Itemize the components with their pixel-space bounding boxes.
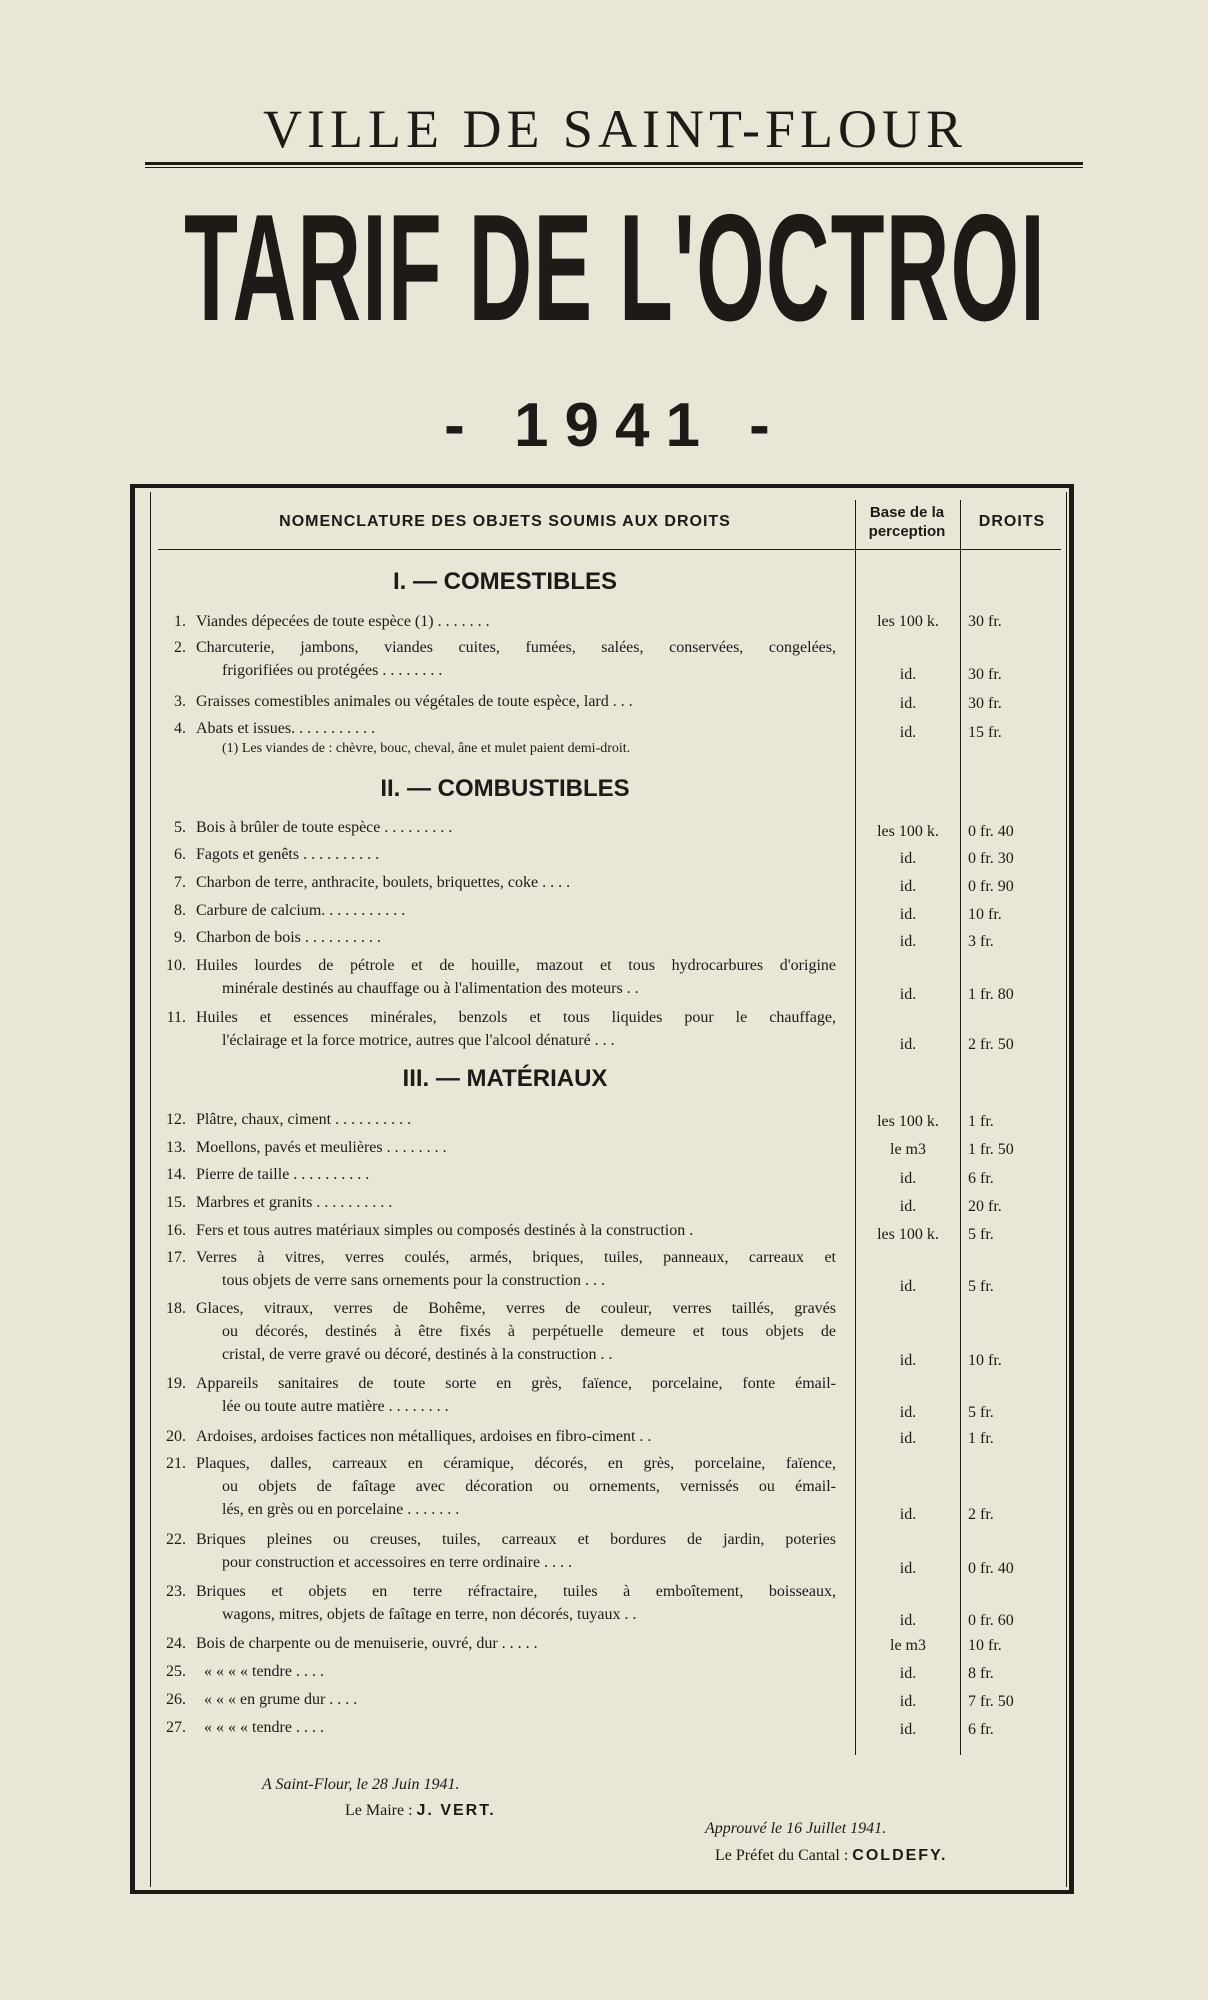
row-line: Plaques, dalles, carreaux en céramique, décorés, en grès, porcelaine, faïence, (196, 1455, 836, 1472)
row-description (204, 1688, 844, 1711)
row-droit: 1 fr. (968, 1430, 994, 1447)
row-base: id. (899, 724, 917, 741)
row-droit: 10 fr. (968, 906, 1002, 923)
row-droit: 30 fr. (968, 613, 1002, 630)
row-base: les 100 k. (877, 1226, 939, 1243)
row-droit: 0 fr. 60 (968, 1612, 1014, 1629)
row-base: id. (899, 1665, 917, 1682)
row-droit: 1 fr. 80 (968, 986, 1014, 1003)
row-line: ou décorés, destinés à être fixés à perpétuelle demeure et tous objets de (222, 1323, 836, 1340)
row-droit: 2 fr. (968, 1506, 994, 1523)
row-droit: 6 fr. (968, 1721, 994, 1738)
row-droit: 7 fr. 50 (968, 1693, 1014, 1710)
row-line: lés, en grès ou en porcelaine . . . . . . . (222, 1501, 460, 1518)
row-description (196, 1452, 836, 1521)
row-description (196, 636, 836, 682)
row-number: 14. (166, 1166, 186, 1183)
prefect-signature (715, 1847, 947, 1865)
row-base: le m3 (890, 1637, 926, 1654)
row-base: id. (899, 1560, 917, 1577)
row-description (196, 1006, 836, 1052)
row-droit: 1 fr. (968, 1113, 994, 1130)
column-divider-base (855, 500, 856, 1755)
row-line: Marbres et granits . . . . . . . . . . (196, 1194, 393, 1211)
row-description (196, 1425, 836, 1448)
row-line: Bois de charpente ou de menuiserie, ouvré, dur . . . . . (196, 1635, 538, 1652)
row-number: 12. (166, 1111, 186, 1128)
row-base: id. (899, 1036, 917, 1053)
row-line: Verres à vitres, verres coulés, armés, briques, tuiles, panneaux, carreaux et (196, 1249, 836, 1266)
row-base: les 100 k. (877, 1113, 939, 1130)
row-description (196, 1528, 836, 1574)
row-droit: 5 fr. (968, 1226, 994, 1243)
row-description (204, 1660, 844, 1683)
row-base: id. (899, 850, 917, 867)
row-droit: 0 fr. 30 (968, 850, 1014, 867)
row-number: 9. (174, 929, 186, 946)
row-line: ou objets de faîtage avec décoration ou ornements, vernissés ou émail- (222, 1478, 836, 1495)
column-header-base (855, 503, 959, 541)
row-number: 22. (166, 1531, 186, 1548)
row-number: 2. (174, 639, 186, 656)
row-line: Pierre de taille . . . . . . . . . . (196, 1166, 370, 1183)
row-line: Moellons, pavés et meulières . . . . . . . . (196, 1139, 447, 1156)
row-line: Briques et objets en terre réfractaire, tuiles à emboîtement, boisseaux, (196, 1583, 836, 1600)
row-line: Appareils sanitaires de toute sorte en grès, faïence, porcelaine, fonte émail- (196, 1375, 836, 1392)
row-description (196, 610, 836, 633)
footnote: (1) Les viandes de : chèvre, bouc, cheval, âne et mulet paient demi-droit. (222, 741, 631, 756)
row-base: le m3 (890, 1141, 926, 1158)
row-line: tous objets de verre sans ornements pour la construction . . . (222, 1272, 606, 1289)
row-description (196, 843, 836, 866)
row-line: lée ou toute autre matière . . . . . . . . (222, 1398, 449, 1415)
row-number: 4. (174, 720, 186, 737)
row-droit: 3 fr. (968, 933, 994, 950)
mayor-signature (345, 1802, 496, 1820)
row-number: 24. (166, 1635, 186, 1652)
row-line: Huiles et essences minérales, benzols et tous liquides pour le chauffage, (196, 1009, 836, 1026)
row-base: id. (899, 1506, 917, 1523)
row-number: 23. (166, 1583, 186, 1600)
row-description (196, 1632, 836, 1655)
row-number: 25. (166, 1663, 186, 1680)
row-line: Graisses comestibles animales ou végétales de toute espèce, lard . . . (196, 693, 633, 710)
row-number: 8. (174, 902, 186, 919)
place-date-text: A Saint-Flour, le 28 Juin 1941. (262, 1776, 460, 1793)
row-droit: 0 fr. 90 (968, 878, 1014, 895)
row-base: id. (899, 1721, 917, 1738)
row-line: « « « en grume dur . . . . (204, 1691, 358, 1708)
row-number: 17. (166, 1249, 186, 1266)
row-droit: 10 fr. (968, 1637, 1002, 1654)
row-line: Bois à brûler de toute espèce . . . . . . . . . (196, 819, 453, 836)
prefect-name: COLDEFY. (852, 1847, 948, 1864)
main-title-text: TARIF DE L'OCTROI (184, 183, 1046, 353)
row-number: 10. (166, 957, 186, 974)
row-droit: 5 fr. (968, 1404, 994, 1421)
heading-rule (145, 162, 1083, 168)
row-line: minérale destinés au chauffage ou à l'alimentation des moteurs . . (222, 980, 639, 997)
row-line: Fagots et genêts . . . . . . . . . . (196, 846, 380, 863)
row-number: 7. (174, 874, 186, 891)
row-base: id. (899, 695, 917, 712)
city-heading: VILLE DE SAINT-FLOUR (263, 99, 967, 159)
row-droit: 0 fr. 40 (968, 823, 1014, 840)
row-number: 11. (166, 1009, 186, 1026)
row-line: cristal, de verre gravé ou décoré, destinés à la construction . . (222, 1346, 613, 1363)
row-description (196, 690, 836, 713)
row-droit: 8 fr. (968, 1665, 994, 1682)
row-line: Plâtre, chaux, ciment . . . . . . . . . . (196, 1111, 412, 1128)
row-number: 1. (174, 613, 186, 630)
row-base: id. (899, 1170, 917, 1187)
row-base: id. (899, 1198, 917, 1215)
row-base: les 100 k. (877, 613, 939, 630)
row-base: id. (899, 986, 917, 1003)
approval-date-text: Approuvé le 16 Juillet 1941. (705, 1820, 887, 1837)
row-description (196, 926, 836, 949)
row-base: id. (899, 1612, 917, 1629)
row-base: id. (899, 1278, 917, 1295)
row-base: id. (899, 1404, 917, 1421)
row-description (196, 899, 836, 922)
row-number: 19. (166, 1375, 186, 1392)
row-base: id. (899, 666, 917, 683)
main-title (184, 183, 1046, 353)
row-description (196, 1163, 836, 1186)
row-number: 20. (166, 1428, 186, 1445)
row-base: id. (899, 1352, 917, 1369)
row-line: Glaces, vitraux, verres de Bohême, verres de couleur, verres taillés, gravés (196, 1300, 836, 1317)
row-description (196, 1108, 836, 1131)
row-line: Abats et issues. . . . . . . . . . . (196, 720, 376, 737)
row-line: Ardoises, ardoises factices non métalliques, ardoises en fibro-ciment . . (196, 1428, 652, 1445)
row-line: Charbon de terre, anthracite, boulets, briquettes, coke . . . . (196, 874, 571, 891)
row-line: Charbon de bois . . . . . . . . . . (196, 929, 381, 946)
column-divider-droits (960, 500, 961, 1755)
row-droit: 1 fr. 50 (968, 1141, 1014, 1158)
row-description (196, 1219, 836, 1242)
row-description (196, 871, 836, 894)
row-line: « « « « tendre . . . . (204, 1719, 324, 1736)
row-line: Fers et tous autres matériaux simples ou composés destinés à la construction . (196, 1222, 694, 1239)
year-heading: - 1941 - (444, 391, 786, 460)
row-number: 16. (166, 1222, 186, 1239)
column-header-base-line1: Base de la (869, 504, 945, 521)
row-droit: 15 fr. (968, 724, 1002, 741)
row-description (204, 1716, 844, 1739)
row-droit: 20 fr. (968, 1198, 1002, 1215)
row-number: 5. (174, 819, 186, 836)
row-description (196, 1297, 836, 1366)
row-description (196, 717, 836, 740)
row-description (196, 1372, 836, 1418)
row-droit: 30 fr. (968, 666, 1002, 683)
section-title-materiaux: III. — MATÉRIAUX (402, 1065, 608, 1092)
row-line: Huiles lourdes de pétrole et de houille, mazout et tous hydrocarbures d'origine (196, 957, 836, 974)
row-base: id. (899, 906, 917, 923)
section-title-comestibles: I. — COMESTIBLES (392, 568, 617, 595)
column-header-droits: DROITS (978, 513, 1046, 530)
approval-date (705, 1820, 886, 1838)
row-line: Viandes dépecées de toute espèce (1) . . . . . . . (196, 613, 490, 630)
column-header-base-line2: perception (868, 523, 946, 540)
row-droit: 30 fr. (968, 695, 1002, 712)
row-base: id. (899, 1430, 917, 1447)
row-description (196, 816, 836, 839)
row-droit: 0 fr. 40 (968, 1560, 1014, 1577)
row-droit: 6 fr. (968, 1170, 994, 1187)
row-description (196, 954, 836, 1000)
row-number: 18. (166, 1300, 186, 1317)
row-line: frigorifiées ou protégées . . . . . . . . (222, 662, 443, 679)
row-description (196, 1191, 836, 1214)
row-line: Charcuterie, jambons, viandes cuites, fumées, salées, conservées, congelées, (196, 639, 836, 656)
row-base: les 100 k. (877, 823, 939, 840)
row-number: 27. (166, 1719, 186, 1736)
row-number: 13. (166, 1139, 186, 1156)
prefect-label: Le Préfet du Cantal : (715, 1847, 849, 1864)
row-base: id. (899, 933, 917, 950)
row-base: id. (899, 878, 917, 895)
header-rule (158, 549, 1061, 550)
place-date (262, 1776, 459, 1794)
row-droit: 10 fr. (968, 1352, 1002, 1369)
row-number: 15. (166, 1194, 186, 1211)
row-droit: 2 fr. 50 (968, 1036, 1014, 1053)
row-line: Carbure de calcium. . . . . . . . . . . (196, 902, 406, 919)
row-description (196, 1580, 836, 1626)
row-description (196, 1246, 836, 1292)
row-line: « « « « tendre . . . . (204, 1663, 324, 1680)
mayor-label: Le Maire : (345, 1802, 413, 1819)
row-base: id. (899, 1693, 917, 1710)
section-title-combustibles: II. — COMBUSTIBLES (380, 775, 630, 802)
row-line: pour construction et accessoires en terre ordinaire . . . . (222, 1554, 573, 1571)
row-line: Briques pleines ou creuses, tuiles, carreaux et bordures de jardin, poteries (196, 1531, 836, 1548)
column-header-nomenclature: NOMENCLATURE DES OBJETS SOUMIS AUX DROITS (279, 513, 731, 530)
row-number: 21. (166, 1455, 186, 1472)
row-number: 26. (166, 1691, 186, 1708)
mayor-name: J. VERT. (416, 1802, 496, 1819)
row-description (196, 1136, 836, 1159)
row-number: 6. (174, 846, 186, 863)
row-line: wagons, mitres, objets de faîtage en terre, non décorés, tuyaux . . (222, 1606, 637, 1623)
row-line: l'éclairage et la force motrice, autres que l'alcool dénaturé . . . (222, 1032, 615, 1049)
row-number: 3. (174, 693, 186, 710)
row-droit: 5 fr. (968, 1278, 994, 1295)
